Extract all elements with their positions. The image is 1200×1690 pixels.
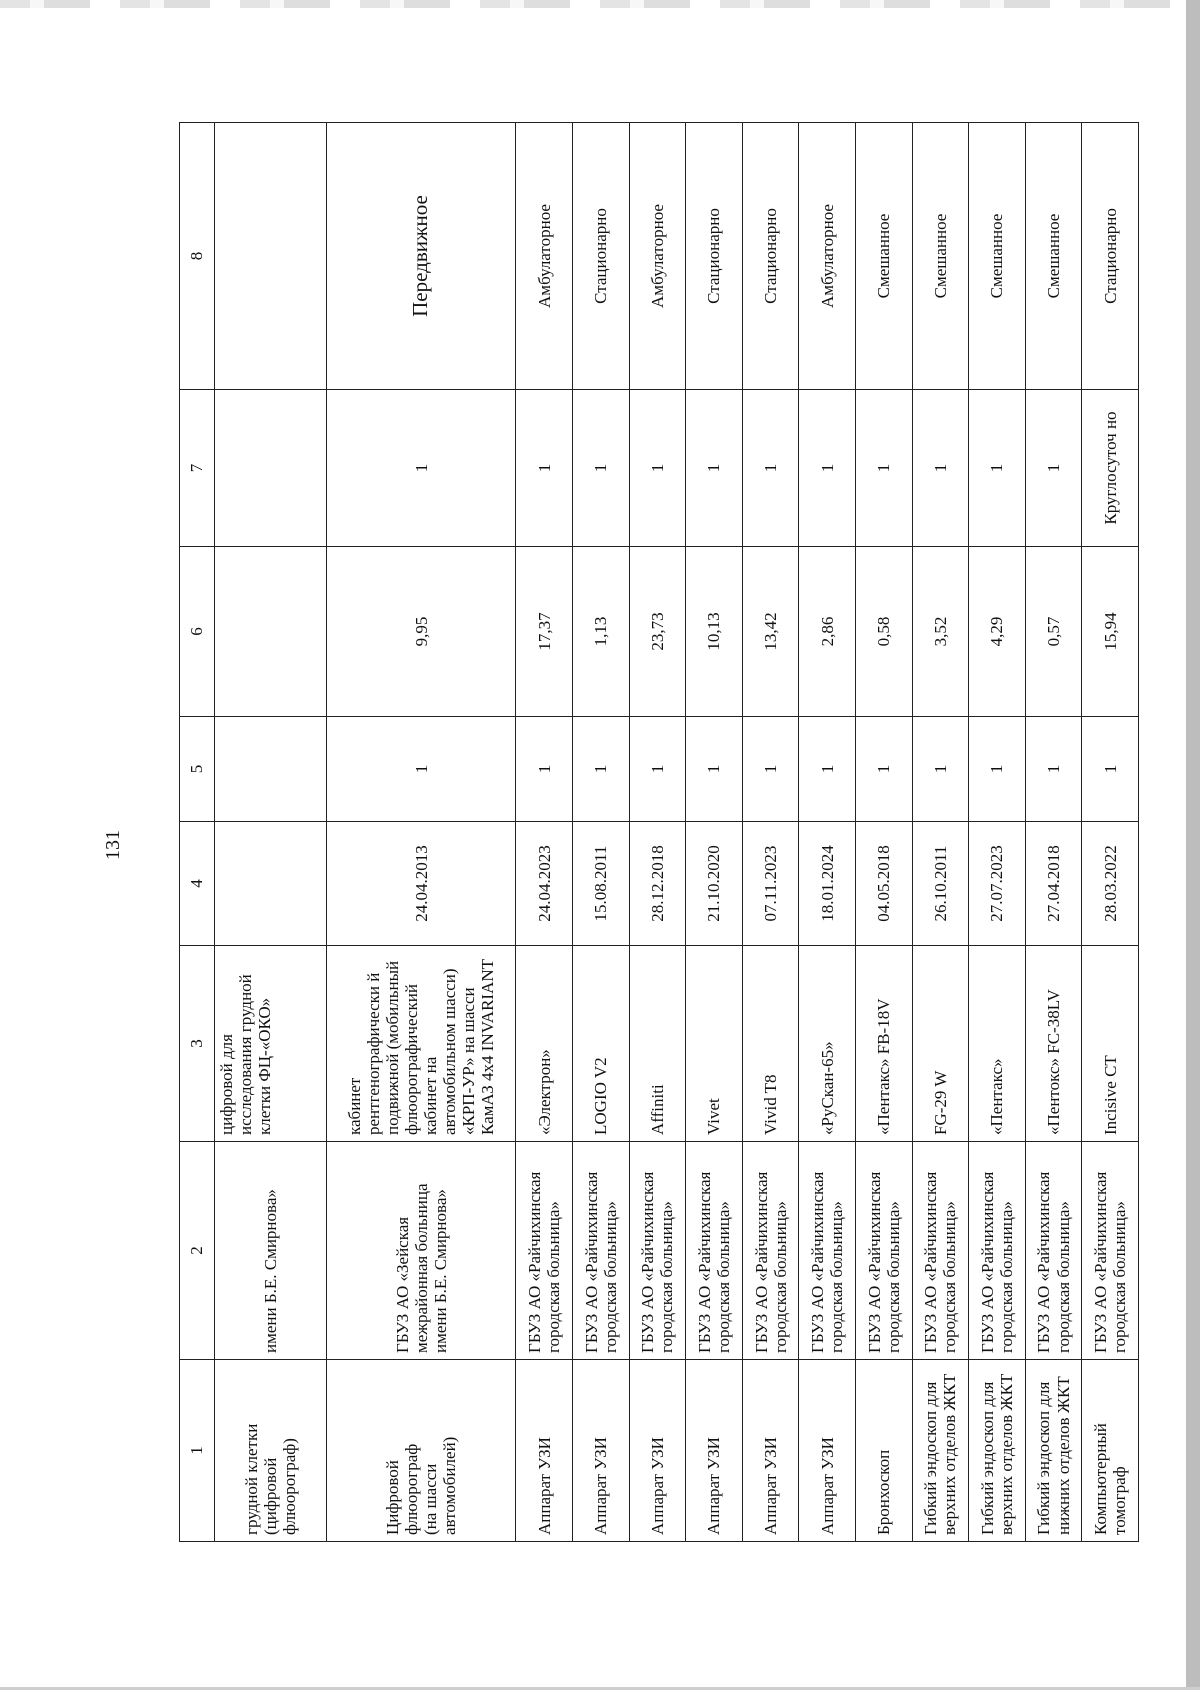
cell-equipment: грудной клетки (цифровой флюорограф) (215, 1360, 327, 1542)
scan-edge-right (1186, 0, 1200, 1690)
cell-organization: ГБУЗ АО «Райчихинская городская больница» (516, 1142, 573, 1360)
col-header: 7 (180, 390, 215, 547)
cell-equipment: Аппарат УЗИ (516, 1360, 573, 1542)
col-header: 5 (180, 717, 215, 822)
cell-equipment: Аппарат УЗИ (686, 1360, 743, 1542)
cell-shifts: 1 (855, 390, 912, 547)
cell-model: «РуСкан-65» (799, 946, 856, 1142)
cell-value: 3,52 (912, 547, 969, 717)
cell-shifts: 1 (799, 390, 856, 547)
cell-equipment: Аппарат УЗИ (799, 1360, 856, 1542)
cell-date: 04.05.2018 (855, 822, 912, 946)
cell-mode: Стационарно (572, 123, 629, 390)
cell-organization: ГБУЗ АО «Райчихинская городская больница» (686, 1142, 743, 1360)
cell-value: 15,94 (1082, 547, 1139, 717)
cell-model: Affiniti (629, 946, 686, 1142)
table-row (516, 123, 573, 1542)
cell-mode: Стационарно (1082, 123, 1139, 390)
cell-value: 0,57 (1025, 547, 1082, 717)
equipment-table-container (179, 123, 1139, 1542)
col-header: 2 (180, 1142, 215, 1360)
table-row (855, 123, 912, 1542)
cell-value: 13,42 (742, 547, 799, 717)
cell-equipment: Аппарат УЗИ (572, 1360, 629, 1542)
cell-date: 24.04.2013 (327, 822, 516, 946)
cell-value: 17,37 (516, 547, 573, 717)
cell-equipment: Цифровой флюорограф (на шасси автомобилей) (327, 1360, 516, 1542)
cell-organization: ГБУЗ АО «Райчихинская городская больница» (1082, 1142, 1139, 1360)
cell-date: 21.10.2020 (686, 822, 743, 946)
cell-equipment: Компьютерный томограф (1082, 1360, 1139, 1542)
cell-equipment: Гибкий эндоскоп для верхних отделов ЖКТ (912, 1360, 969, 1542)
cell-quantity: 1 (742, 717, 799, 822)
cell-quantity: 1 (1025, 717, 1082, 822)
col-header: 8 (180, 123, 215, 390)
cell-mode: Смешанное (1025, 123, 1082, 390)
cell-quantity: 1 (799, 717, 856, 822)
cell-organization: ГБУЗ АО «Райчихинская городская больница» (855, 1142, 912, 1360)
cell-value: 2,86 (799, 547, 856, 717)
cell-organization: ГБУЗ АО «Райчихинская городская больница» (572, 1142, 629, 1360)
cell-shifts: Круглосуточ но (1082, 390, 1139, 547)
cell-mode: Стационарно (742, 123, 799, 390)
cell-date: 18.01.2024 (799, 822, 856, 946)
cell-shifts (215, 390, 327, 547)
cell-shifts: 1 (742, 390, 799, 547)
cell-quantity: 1 (912, 717, 969, 822)
cell-equipment: Бронхоскоп (855, 1360, 912, 1542)
cell-quantity: 1 (516, 717, 573, 822)
table-row (686, 123, 743, 1542)
table-row (969, 123, 1026, 1542)
cell-model: цифровой для исследования грудной клетки ФЦ-«ОКО» (215, 946, 327, 1142)
cell-date: 15.08.2011 (572, 822, 629, 946)
cell-quantity: 1 (969, 717, 1026, 822)
cell-shifts: 1 (912, 390, 969, 547)
cell-value: 4,29 (969, 547, 1026, 717)
cell-mode: Амбулаторное (516, 123, 573, 390)
cell-mode (215, 123, 327, 390)
table-row (629, 123, 686, 1542)
table-row (327, 123, 516, 1542)
cell-shifts: 1 (629, 390, 686, 547)
cell-shifts: 1 (686, 390, 743, 547)
cell-model: «Электрон» (516, 946, 573, 1142)
cell-date: 24.04.2023 (516, 822, 573, 946)
table-row (799, 123, 856, 1542)
cell-date: 27.07.2023 (969, 822, 1026, 946)
cell-model: Vivid T8 (742, 946, 799, 1142)
cell-shifts: 1 (572, 390, 629, 547)
cell-model: LOGIO V2 (572, 946, 629, 1142)
cell-mode: Стационарно (686, 123, 743, 390)
cell-shifts: 1 (969, 390, 1026, 547)
table-row (572, 123, 629, 1542)
cell-value (215, 547, 327, 717)
col-header: 4 (180, 822, 215, 946)
cell-organization: ГБУЗ АО «Зейская межрайонная больница имени Б.Е. Смирнова» (327, 1142, 516, 1360)
cell-mode: Смешанное (969, 123, 1026, 390)
cell-date: 28.12.2018 (629, 822, 686, 946)
cell-model: «Пентакс» (969, 946, 1026, 1142)
equipment-table (179, 122, 1139, 1542)
cell-model: Incisive CT (1082, 946, 1139, 1142)
page-number: 131 (101, 830, 124, 860)
cell-model: Vivet (686, 946, 743, 1142)
cell-model: «Пентакс» FB-18V (855, 946, 912, 1142)
cell-date: 27.04.2018 (1025, 822, 1082, 946)
cell-organization: ГБУЗ АО «Райчихинская городская больница» (912, 1142, 969, 1360)
cell-organization: имени Б.Е. Смирнова» (215, 1142, 327, 1360)
cell-equipment: Гибкий эндоскоп для нижних отделов ЖКТ (1025, 1360, 1082, 1542)
cell-date: 28.03.2022 (1082, 822, 1139, 946)
cell-organization: ГБУЗ АО «Райчихинская городская больница» (1025, 1142, 1082, 1360)
table-row (912, 123, 969, 1542)
col-header: 1 (180, 1360, 215, 1542)
cell-quantity: 1 (855, 717, 912, 822)
cell-organization: ГБУЗ АО «Райчихинская городская больница» (799, 1142, 856, 1360)
header-row (180, 123, 215, 1542)
cell-equipment: Гибкий эндоскоп для верхних отделов ЖКТ (969, 1360, 1026, 1542)
cell-mode: Амбулаторное (629, 123, 686, 390)
cell-shifts: 1 (516, 390, 573, 547)
table-row (215, 123, 327, 1542)
cell-organization: ГБУЗ АО «Райчихинская городская больница» (629, 1142, 686, 1360)
cell-quantity: 1 (686, 717, 743, 822)
cell-value: 9,95 (327, 547, 516, 717)
table-row (742, 123, 799, 1542)
cell-value: 10,13 (686, 547, 743, 717)
cell-quantity: 1 (1082, 717, 1139, 822)
cell-equipment: Аппарат УЗИ (629, 1360, 686, 1542)
cell-shifts: 1 (327, 390, 516, 547)
cell-equipment: Аппарат УЗИ (742, 1360, 799, 1542)
col-header: 3 (180, 946, 215, 1142)
table-row (1025, 123, 1082, 1542)
cell-model: кабинет рентгенографически й подвижной (мобильный флюорографический кабинет на автомобильном шасси) «КРП-УР» на шасси КамАЗ 4х4 INVARIANT (327, 946, 516, 1142)
cell-shifts: 1 (1025, 390, 1082, 547)
cell-mode: Амбулаторное (799, 123, 856, 390)
cell-quantity: 1 (327, 717, 516, 822)
cell-model: FG-29 W (912, 946, 969, 1142)
table-row (1082, 123, 1139, 1542)
cell-organization: ГБУЗ АО «Райчихинская городская больница» (742, 1142, 799, 1360)
cell-date (215, 822, 327, 946)
cell-mode: Смешанное (855, 123, 912, 390)
scan-edge-top (0, 0, 1200, 8)
cell-date: 07.11.2023 (742, 822, 799, 946)
cell-quantity: 1 (629, 717, 686, 822)
cell-date: 26.10.2011 (912, 822, 969, 946)
cell-quantity: 1 (572, 717, 629, 822)
cell-value: 23,73 (629, 547, 686, 717)
cell-value: 1,13 (572, 547, 629, 717)
cell-quantity (215, 717, 327, 822)
cell-value: 0,58 (855, 547, 912, 717)
cell-mode: Смешанное (912, 123, 969, 390)
col-header: 6 (180, 547, 215, 717)
cell-model: «Пентокс» FC-38LV (1025, 946, 1082, 1142)
cell-organization: ГБУЗ АО «Райчихинская городская больница» (969, 1142, 1026, 1360)
cell-mode: Передвижное (327, 123, 516, 390)
